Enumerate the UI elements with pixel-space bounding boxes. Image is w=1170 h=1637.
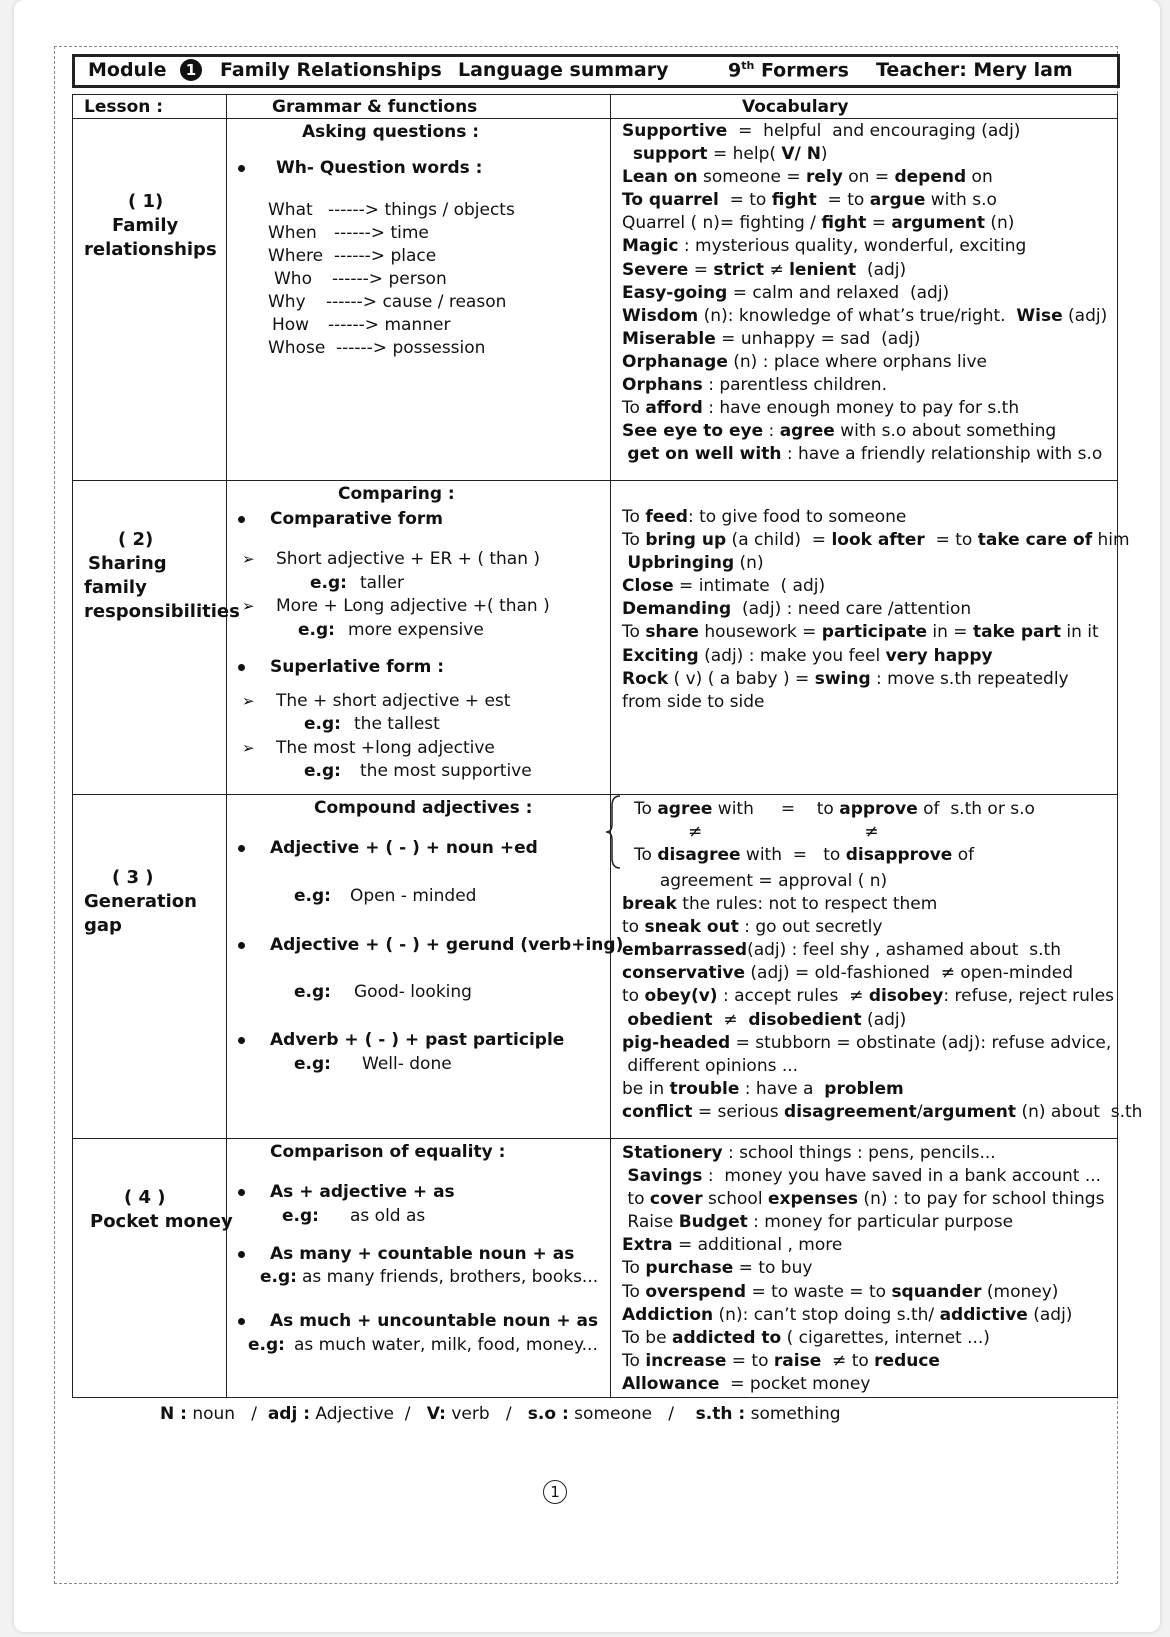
vocabulary-entry: Allowance = pocket money [622,1373,871,1394]
vocabulary-entry: Stationery : school things : pens, pencils... [622,1143,996,1163]
vocabulary-entry: support = help( V/ N) [632,144,828,165]
vocabulary-entry: agreement = approval ( n) [622,871,888,891]
vocabulary-entry: be in trouble : have a problem [622,1078,904,1099]
arrow-bullet-icon: ➢ [242,550,255,568]
example-label: e.g: [248,1335,285,1355]
grammar-bullet: Adjective + ( - ) + gerund (verb+ing) [270,935,624,955]
grammar-bullet: As much + uncountable noun + as [270,1311,599,1331]
vocabulary-entry: To bring up (a child) = look after = to take care of him [622,530,1130,551]
vocabulary-entry: Upbringing (n) [627,553,764,574]
grammar-heading: Comparing : [338,484,455,504]
row-divider-3 [72,1138,1118,1139]
question-meaning: ------> cause / reason [326,292,507,312]
question-word: Why [268,292,306,312]
abbreviation-legend: N : noun / adj : Adjective / V: verb / s.o : someone / s.th : something [160,1404,841,1424]
vocabulary-agree-block [634,798,1035,867]
lesson-2-title-line: responsibilities [84,601,240,622]
module-label: Module [88,59,167,81]
header-row-divider [72,118,1118,119]
grammar-heading: Asking questions : [302,122,480,142]
bullet-dot [238,165,245,172]
example-text: the tallest [354,714,440,734]
column-header-grammar: Grammar & functions [272,97,478,117]
question-word: How [272,315,310,335]
arrow-bullet-icon: ➢ [242,597,255,615]
grammar-bullet: As many + countable noun + as [270,1244,575,1264]
teacher-label: Teacher: Mery lam [876,59,1073,81]
vocabulary-entry: Orphans : parentless children. [622,375,887,396]
vocabulary-entry: To be addicted to ( cigarettes, internet ...) [622,1327,990,1348]
question-meaning: ------> time [334,223,429,243]
grammar-bullet: Wh- Question words : [276,158,483,178]
brace-icon [604,794,622,870]
lesson-2-title-line: family [84,577,147,598]
vocabulary-entry: See eye to eye : agree with s.o about something [622,421,1057,442]
question-word: Whose [268,338,326,358]
column-header-vocabulary: Vocabulary [742,97,849,117]
bullet-dot [238,664,245,671]
vocabulary-entry: Raise Budget : money for particular purpose [622,1212,1014,1233]
col-divider-2 [610,94,611,1398]
vocabulary-entry: Easy-going = calm and relaxed (adj) [622,282,950,303]
vocabulary-entry: obedient ≠ disobedient (adj) [627,1009,907,1030]
vocabulary-entry: Extra = additional , more [622,1235,843,1256]
grammar-rule: Short adjective + ER + ( than ) [276,549,541,569]
arrow-bullet-icon: ➢ [242,739,255,757]
question-word: What [268,200,313,220]
question-meaning: ------> person [332,269,447,289]
vocabulary-entry: To afford : have enough money to pay for s.th [622,398,1020,419]
module-title: Family Relationships [220,59,442,81]
vocabulary-list-lesson-2 [622,506,1130,714]
question-word: Who [274,269,312,289]
vocabulary-entry: To agree with = to approve of s.th or s.o [634,799,1035,819]
example-text: as old as [350,1206,426,1226]
vocabulary-entry: to sneak out : go out secretly [622,917,883,938]
bullet-dot [238,942,245,949]
vocabulary-entry: from side to side [622,691,765,712]
question-meaning: ------> possession [336,338,486,358]
grammar-rule: More + Long adjective +( than ) [276,596,550,616]
vocabulary-entry: conflict = serious disagreement/argument (n) about s.th [622,1101,1143,1122]
grammar-rule: The + short adjective + est [276,691,511,711]
vocabulary-entry: To disagree with = to disapprove of [634,845,975,866]
vocabulary-entry: To quarrel = to fight = to argue with s.o [622,190,997,211]
grammar-bullet: As + adjective + as [270,1182,455,1202]
question-word: Where [268,246,324,266]
vocabulary-list-lesson-1 [622,120,1107,466]
lesson-4-number: ( 4 ) [124,1187,166,1208]
vocabulary-entry: Magic : mysterious quality, wonderful, exciting [622,236,1027,257]
vocabulary-entry: Addiction (n): can’t stop doing s.th/ addictive (adj) [622,1304,1073,1325]
example-text: more expensive [348,620,484,640]
question-meaning: ------> place [334,246,437,266]
bullet-dot [238,1318,245,1325]
example-label: e.g: [260,1267,297,1287]
example-label: e.g: [298,620,335,640]
vocabulary-entry: To overspend = to waste = to squander (money) [622,1281,1059,1302]
vocabulary-entry: To purchase = to buy [622,1258,813,1279]
vocabulary-entry: Exciting (adj) : make you feel very happy [622,645,993,666]
vocabulary-entry: get on well with : have a friendly relationship with s.o [627,444,1103,465]
lesson-4-title-line: Pocket money [90,1211,233,1232]
lesson-3-title-line: gap [84,915,122,936]
vocabulary-entry: Lean on someone = rely on = depend on [622,167,993,188]
example-label: e.g: [310,573,347,593]
grammar-bullet: Adjective + ( - ) + noun +ed [270,838,538,858]
formers-label: 9th Formers [728,59,849,82]
lesson-1-title-line: relationships [84,239,217,260]
vocabulary-entry: Rock ( v) ( a baby ) = swing : move s.th repeatedly [622,668,1069,689]
question-meaning: ------> things / objects [328,200,515,220]
bullet-dot [238,516,245,523]
lesson-3-title-line: Generation [84,891,197,912]
grammar-rule: The most +long adjective [276,738,495,758]
lesson-1-title-line: Family [112,215,179,236]
vocabulary-entry: To increase = to raise ≠ to reduce [622,1350,940,1371]
vocabulary-entry: break the rules: not to respect them [622,894,938,915]
vocabulary-entry: Savings : money you have saved in a bank account ... [627,1166,1102,1187]
vocabulary-entry: Orphanage (n) : place where orphans live [622,351,987,372]
col-divider-1 [226,94,227,1398]
example-label: e.g: [294,886,331,906]
example-label: e.g: [294,1054,331,1074]
lesson-2-title-line: Sharing [88,553,167,574]
example-text: Open - minded [350,886,477,906]
vocabulary-entry: To share housework = participate in = take part in it [622,622,1099,643]
vocabulary-list-lesson-3 [622,870,1142,1124]
example-text: as many friends, brothers, books... [302,1267,599,1287]
grammar-heading: Compound adjectives : [314,798,533,818]
arrow-bullet-icon: ➢ [242,692,255,710]
grammar-heading: Comparison of equality : [270,1142,506,1162]
vocabulary-entry: Severe = strict ≠ lenient (adj) [622,259,907,280]
vocabulary-entry: Demanding (adj) : need care /attention [622,599,972,620]
lesson-2-number: ( 2) [118,529,154,550]
vocabulary-entry: Close = intimate ( adj) [622,576,826,597]
grammar-bullet: Adverb + ( - ) + past participle [270,1030,565,1050]
example-text: as much water, milk, food, money... [294,1335,598,1355]
row-divider-2 [72,794,1118,795]
lesson-3-number: ( 3 ) [112,867,154,888]
row-divider-1 [72,480,1118,481]
lesson-1-number: ( 1) [128,191,164,212]
vocabulary-entry: Supportive = helpful and encouraging (adj) [622,121,1021,141]
vocabulary-entry: different opinions ... [622,1055,799,1076]
example-label: e.g: [304,761,341,781]
question-meaning: ------> manner [328,315,451,335]
bullet-dot [238,1189,245,1196]
page-number: 1 [543,1480,567,1504]
vocabulary-entry: conservative (adj) = old-fashioned ≠ open-minded [622,963,1074,984]
vocabulary-entry: Wisdom (n): knowledge of what’s true/right. Wise (adj) [622,305,1108,326]
vocabulary-entry: to cover school expenses (n) : to pay for school things [622,1189,1105,1210]
vocabulary-entry: embarrassed(adj) : feel shy , ashamed about s.th [622,940,1061,961]
question-word: When [268,223,317,243]
vocabulary-entry: Miserable = unhappy = sad (adj) [622,328,921,349]
example-text: the most supportive [360,761,532,781]
column-header-lesson: Lesson : [84,97,164,117]
example-label: e.g: [282,1206,319,1226]
module-number-badge: 1 [180,59,202,81]
vocabulary-entry: ≠ ≠ [634,822,879,843]
example-label: e.g: [304,714,341,734]
example-text: Good- looking [354,982,472,1002]
grammar-bullet: Superlative form : [270,657,445,677]
example-label: e.g: [294,982,331,1002]
vocabulary-list-lesson-4 [622,1142,1104,1396]
example-text: Well- done [362,1054,452,1074]
bullet-dot [238,1037,245,1044]
example-text: taller [360,573,404,593]
module-header [72,54,1120,88]
bullet-dot [238,1251,245,1258]
vocabulary-entry: Quarrel ( n)= fighting / fight = argument (n) [622,213,1015,234]
vocabulary-entry: to obey(v) : accept rules ≠ disobey: refuse, reject rules [622,986,1114,1007]
summary-title: Language summary [458,59,669,81]
vocabulary-entry: To feed: to give food to someone [622,507,907,527]
vocabulary-entry: pig-headed = stubborn = obstinate (adj): refuse advice, [622,1032,1112,1053]
bullet-dot [238,845,245,852]
grammar-bullet: Comparative form [270,509,444,529]
